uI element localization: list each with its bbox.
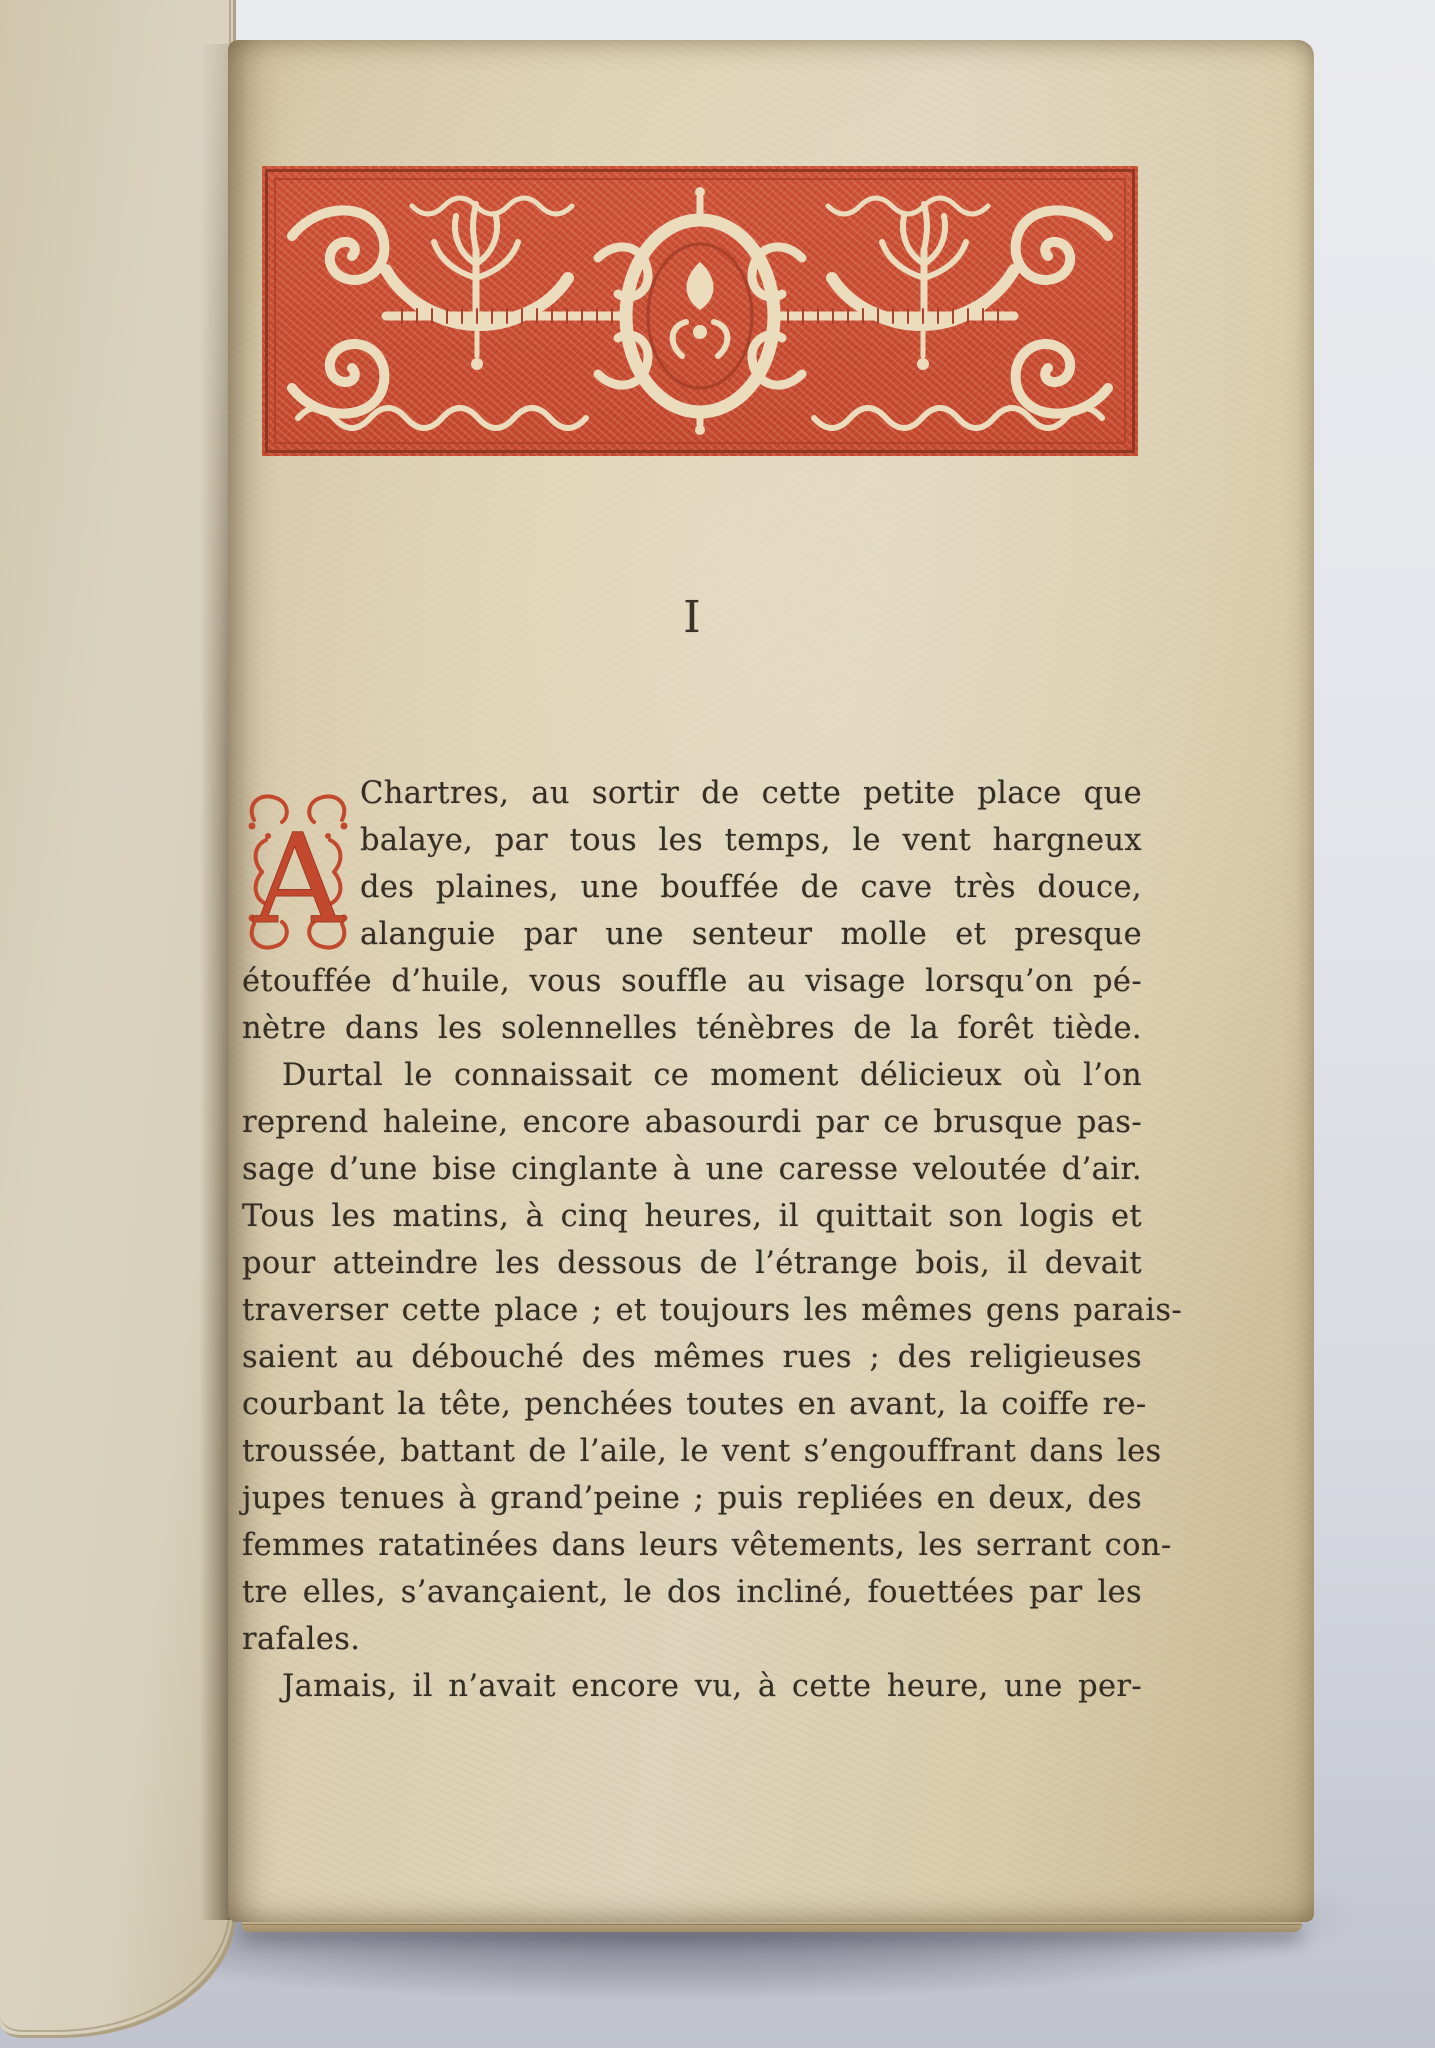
text-line: reprend haleine, encore abasourdi par ce brusque pas- xyxy=(242,1105,1142,1140)
text-line: Durtal le connaissait ce moment délicieux où l’on xyxy=(282,1058,1142,1093)
text-line: femmes ratatinées dans leurs vêtements, les serrant con- xyxy=(242,1528,1172,1563)
text-line: traverser cette place ; et toujours les mêmes gens parais- xyxy=(242,1293,1183,1328)
text-line: des plaines, une bouffée de cave très douce, xyxy=(360,870,1142,905)
book-page xyxy=(228,40,1314,1922)
text-line: étouffée d’huile, vous souffle au visage lorsqu’on pé- xyxy=(242,964,1142,999)
text-line: alanguie par une senteur molle et presque xyxy=(360,917,1142,952)
text-line: jupes tenues à grand’peine ; puis repliées en deux, des xyxy=(242,1481,1142,1516)
drop-cap-letter: A xyxy=(253,808,343,952)
text-line: Tous les matins, à cinq heures, il quittait son logis et xyxy=(242,1199,1142,1234)
text-line: nètre dans les solennelles ténèbres de la forêt tiède. xyxy=(242,1011,1142,1046)
text-line: pour atteindre les dessous de l’étrange bois, il devait xyxy=(242,1246,1142,1281)
text-line: tre elles, s’avançaient, le dos incliné, fouettées par les xyxy=(242,1575,1142,1610)
text-line: Chartres, au sortir de cette petite place que xyxy=(360,776,1142,811)
body-text xyxy=(242,770,1183,1710)
text-line: Jamais, il n’avait encore vu, à cette heure, une per- xyxy=(282,1669,1142,1704)
chapter-numeral: I xyxy=(683,592,701,643)
text-line: courbant la tête, penchées toutes en avant, la coiffe re- xyxy=(242,1387,1147,1422)
ornament-headpiece xyxy=(262,166,1138,456)
text-line: rafales. xyxy=(242,1622,361,1657)
ornament-center-medallion xyxy=(626,187,774,435)
text-line: troussée, battant de l’aile, le vent s’engouffrant dans les xyxy=(242,1434,1162,1469)
text-line: sage d’une bise cinglante à une caresse veloutée d’air. xyxy=(242,1152,1142,1187)
text-line: balaye, par tous les temps, le vent hargneux xyxy=(360,823,1142,858)
ornament-headpiece-art xyxy=(262,166,1138,456)
text-line: saient au débouché des mêmes rues ; des religieuses xyxy=(242,1340,1142,1375)
